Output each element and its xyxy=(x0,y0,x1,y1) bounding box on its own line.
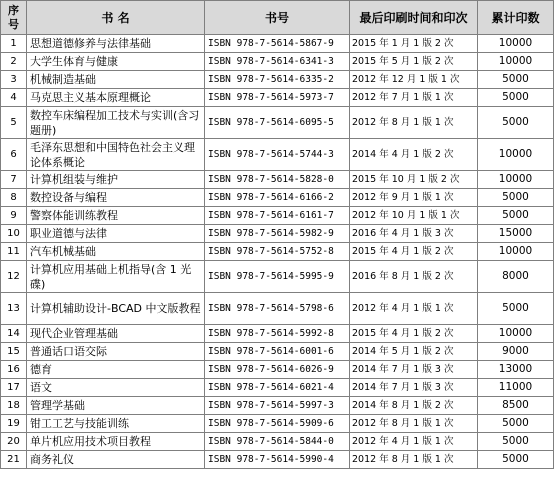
cell-copies: 10000 xyxy=(478,53,554,71)
cell-copies: 5000 xyxy=(478,415,554,433)
cell-title: 数控车床编程加工技术与实训(含习题册) xyxy=(27,107,205,139)
cell-copies: 8500 xyxy=(478,397,554,415)
cell-edition: 2012 年 8 月 1 版 1 次 xyxy=(350,415,478,433)
cell-seq: 10 xyxy=(1,225,27,243)
cell-title: 思想道德修养与法律基础 xyxy=(27,35,205,53)
cell-title: 语文 xyxy=(27,379,205,397)
cell-title: 数控设备与编程 xyxy=(27,189,205,207)
cell-title: 现代企业管理基础 xyxy=(27,325,205,343)
header-row xyxy=(1,1,554,35)
table-row xyxy=(1,89,554,107)
cell-edition: 2015 年 4 月 1 版 2 次 xyxy=(350,243,478,261)
cell-title: 普通话口语交际 xyxy=(27,343,205,361)
cell-copies: 5000 xyxy=(478,207,554,225)
cell-seq: 2 xyxy=(1,53,27,71)
cell-seq: 4 xyxy=(1,89,27,107)
table-row xyxy=(1,71,554,89)
cell-isbn: ISBN 978-7-5614-5995-9 xyxy=(205,261,350,293)
cell-edition: 2015 年 10 月 1 版 2 次 xyxy=(350,171,478,189)
cell-edition: 2014 年 4 月 1 版 2 次 xyxy=(350,139,478,171)
header-title: 书 名 xyxy=(27,1,205,35)
cell-isbn: ISBN 978-7-5614-5798-6 xyxy=(205,293,350,325)
cell-copies: 10000 xyxy=(478,171,554,189)
header-seq: 序号 xyxy=(1,1,27,35)
cell-copies: 5000 xyxy=(478,451,554,469)
cell-isbn: ISBN 978-7-5614-5992-8 xyxy=(205,325,350,343)
table-row xyxy=(1,139,554,171)
cell-seq: 5 xyxy=(1,107,27,139)
cell-seq: 13 xyxy=(1,293,27,325)
cell-title: 计算机应用基础上机指导(含 1 光碟) xyxy=(27,261,205,293)
cell-edition: 2014 年 7 月 1 版 3 次 xyxy=(350,379,478,397)
cell-title: 大学生体育与健康 xyxy=(27,53,205,71)
cell-title: 管理学基础 xyxy=(27,397,205,415)
cell-copies: 11000 xyxy=(478,379,554,397)
cell-copies: 8000 xyxy=(478,261,554,293)
cell-isbn: ISBN 978-7-5614-6161-7 xyxy=(205,207,350,225)
cell-seq: 7 xyxy=(1,171,27,189)
cell-edition: 2012 年 9 月 1 版 1 次 xyxy=(350,189,478,207)
cell-isbn: ISBN 978-7-5614-6166-2 xyxy=(205,189,350,207)
cell-edition: 2015 年 1 月 1 版 2 次 xyxy=(350,35,478,53)
cell-seq: 11 xyxy=(1,243,27,261)
table-row xyxy=(1,293,554,325)
cell-title: 警察体能训练教程 xyxy=(27,207,205,225)
table-row xyxy=(1,397,554,415)
cell-isbn: ISBN 978-7-5614-6001-6 xyxy=(205,343,350,361)
cell-edition: 2012 年 8 月 1 版 1 次 xyxy=(350,107,478,139)
cell-copies: 5000 xyxy=(478,107,554,139)
cell-isbn: ISBN 978-7-5614-5867-9 xyxy=(205,35,350,53)
cell-isbn: ISBN 978-7-5614-5973-7 xyxy=(205,89,350,107)
table-row xyxy=(1,415,554,433)
cell-edition: 2012 年 12 月 1 版 1 次 xyxy=(350,71,478,89)
cell-seq: 9 xyxy=(1,207,27,225)
table-row xyxy=(1,53,554,71)
cell-edition: 2014 年 8 月 1 版 2 次 xyxy=(350,397,478,415)
cell-isbn: ISBN 978-7-5614-5844-0 xyxy=(205,433,350,451)
cell-edition: 2012 年 8 月 1 版 1 次 xyxy=(350,451,478,469)
cell-isbn: ISBN 978-7-5614-5982-9 xyxy=(205,225,350,243)
cell-isbn: ISBN 978-7-5614-5752-8 xyxy=(205,243,350,261)
cell-title: 汽车机械基础 xyxy=(27,243,205,261)
cell-edition: 2012 年 4 月 1 版 1 次 xyxy=(350,293,478,325)
cell-seq: 12 xyxy=(1,261,27,293)
cell-copies: 5000 xyxy=(478,433,554,451)
cell-seq: 17 xyxy=(1,379,27,397)
cell-title: 钳工工艺与技能训练 xyxy=(27,415,205,433)
cell-title: 计算机辅助设计-BCAD 中文版教程 xyxy=(27,293,205,325)
cell-edition: 2015 年 4 月 1 版 2 次 xyxy=(350,325,478,343)
header-edition: 最后印刷时间和印次 xyxy=(350,1,478,35)
cell-copies: 5000 xyxy=(478,71,554,89)
table-row xyxy=(1,325,554,343)
cell-isbn: ISBN 978-7-5614-5990-4 xyxy=(205,451,350,469)
table-row xyxy=(1,225,554,243)
cell-title: 职业道德与法律 xyxy=(27,225,205,243)
cell-isbn: ISBN 978-7-5614-6095-5 xyxy=(205,107,350,139)
cell-seq: 18 xyxy=(1,397,27,415)
cell-seq: 15 xyxy=(1,343,27,361)
cell-edition: 2012 年 10 月 1 版 1 次 xyxy=(350,207,478,225)
table-row xyxy=(1,35,554,53)
cell-isbn: ISBN 978-7-5614-6026-9 xyxy=(205,361,350,379)
cell-copies: 10000 xyxy=(478,243,554,261)
table-row xyxy=(1,379,554,397)
cell-seq: 20 xyxy=(1,433,27,451)
cell-seq: 21 xyxy=(1,451,27,469)
cell-copies: 9000 xyxy=(478,343,554,361)
table-row xyxy=(1,361,554,379)
cell-copies: 10000 xyxy=(478,325,554,343)
cell-copies: 5000 xyxy=(478,89,554,107)
cell-isbn: ISBN 978-7-5614-5997-3 xyxy=(205,397,350,415)
cell-edition: 2012 年 7 月 1 版 1 次 xyxy=(350,89,478,107)
cell-title: 马克思主义基本原理概论 xyxy=(27,89,205,107)
cell-edition: 2016 年 4 月 1 版 3 次 xyxy=(350,225,478,243)
cell-seq: 14 xyxy=(1,325,27,343)
cell-isbn: ISBN 978-7-5614-6341-3 xyxy=(205,53,350,71)
cell-copies: 13000 xyxy=(478,361,554,379)
cell-title: 计算机组装与维护 xyxy=(27,171,205,189)
cell-isbn: ISBN 978-7-5614-5909-6 xyxy=(205,415,350,433)
cell-title: 德育 xyxy=(27,361,205,379)
table-row xyxy=(1,189,554,207)
table-row xyxy=(1,207,554,225)
cell-copies: 5000 xyxy=(478,189,554,207)
table-row xyxy=(1,171,554,189)
cell-title: 机械制造基础 xyxy=(27,71,205,89)
cell-seq: 19 xyxy=(1,415,27,433)
header-copies: 累计印数 xyxy=(478,1,554,35)
cell-seq: 1 xyxy=(1,35,27,53)
table-row xyxy=(1,107,554,139)
cell-edition: 2016 年 8 月 1 版 2 次 xyxy=(350,261,478,293)
cell-copies: 10000 xyxy=(478,35,554,53)
cell-copies: 5000 xyxy=(478,293,554,325)
table-row xyxy=(1,343,554,361)
cell-edition: 2012 年 4 月 1 版 1 次 xyxy=(350,433,478,451)
cell-isbn: ISBN 978-7-5614-5828-0 xyxy=(205,171,350,189)
cell-edition: 2014 年 5 月 1 版 2 次 xyxy=(350,343,478,361)
cell-isbn: ISBN 978-7-5614-5744-3 xyxy=(205,139,350,171)
header-isbn: 书号 xyxy=(205,1,350,35)
cell-edition: 2015 年 5 月 1 版 2 次 xyxy=(350,53,478,71)
cell-seq: 16 xyxy=(1,361,27,379)
cell-title: 毛泽东思想和中国特色社会主义理论体系概论 xyxy=(27,139,205,171)
table-row xyxy=(1,243,554,261)
cell-isbn: ISBN 978-7-5614-6335-2 xyxy=(205,71,350,89)
cell-title: 单片机应用技术项目教程 xyxy=(27,433,205,451)
cell-edition: 2014 年 7 月 1 版 3 次 xyxy=(350,361,478,379)
cell-seq: 6 xyxy=(1,139,27,171)
cell-isbn: ISBN 978-7-5614-6021-4 xyxy=(205,379,350,397)
cell-seq: 3 xyxy=(1,71,27,89)
table-row xyxy=(1,433,554,451)
table-row xyxy=(1,451,554,469)
cell-seq: 8 xyxy=(1,189,27,207)
cell-copies: 10000 xyxy=(478,139,554,171)
cell-copies: 15000 xyxy=(478,225,554,243)
table-row xyxy=(1,261,554,293)
cell-title: 商务礼仪 xyxy=(27,451,205,469)
